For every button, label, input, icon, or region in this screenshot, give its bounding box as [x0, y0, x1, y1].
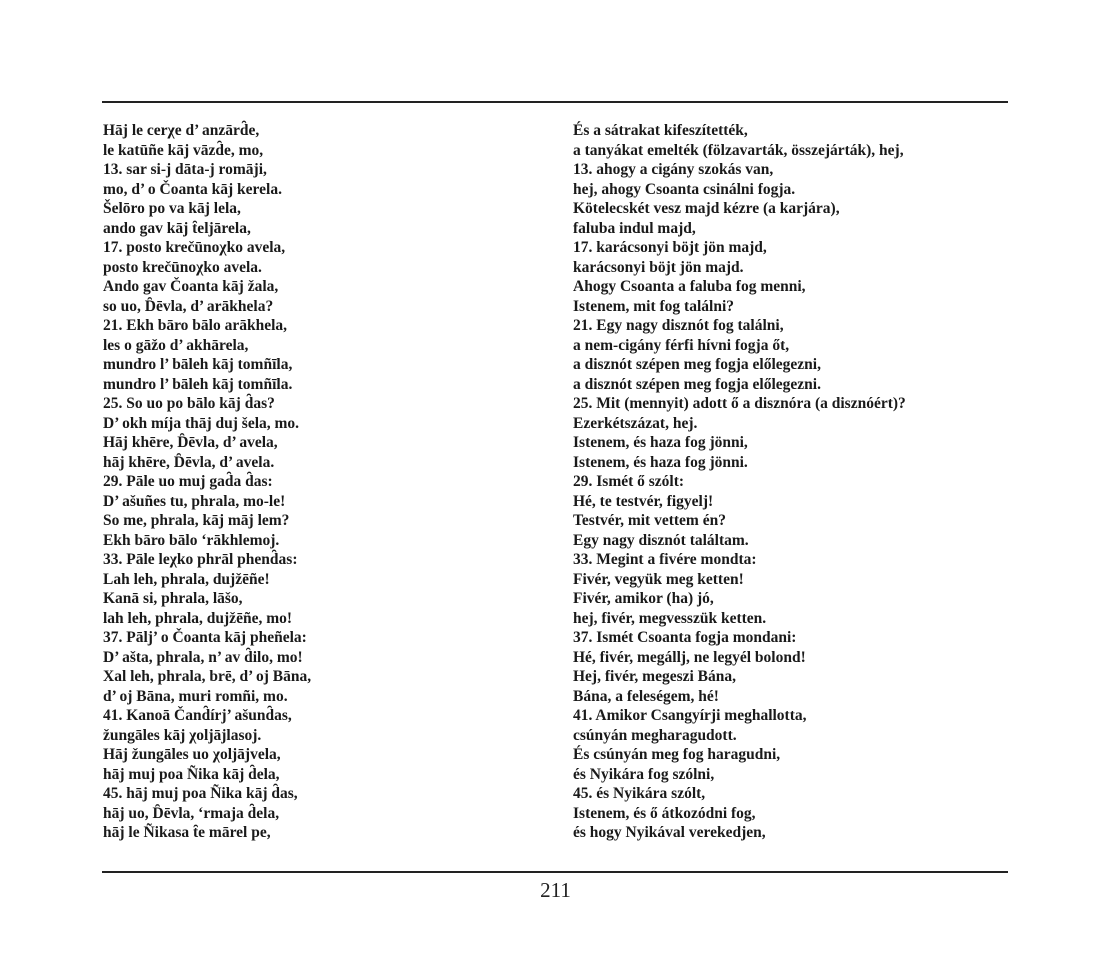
romani-verse-line: le katūñe kāj vāzd̑e, mo, — [103, 141, 264, 159]
romani-verse-line: posto krečūnoχko avela. — [103, 258, 262, 276]
romani-verse-line: ando gav kāj t̑eljārela, — [103, 219, 251, 237]
romani-verse-line: 29. Pāle uo muj gad̑a d̑as: — [103, 473, 273, 490]
hungarian-verse-line: Istenem, mit fog találni? — [573, 297, 735, 315]
hungarian-verse-line: Istenem, és haza fog jönni. — [573, 453, 748, 471]
romani-verse-line: So me, phrala, kāj māj lem? — [103, 512, 290, 529]
hungarian-verse-line: Fivér, amikor (ha) jó, — [573, 590, 714, 607]
hungarian-verse-line: Ahogy Csoanta a faluba fog menni, — [573, 278, 806, 295]
romani-verse-line: 25. So uo po bālo kāj d̑as? — [103, 395, 275, 412]
romani-verse-line: hāj uo, D̑ēvla, ‘rmaja d̑ela, — [103, 804, 280, 822]
hungarian-verse-line: 33. Megint a fivére mondta: — [573, 551, 757, 568]
romani-verse-line: 17. posto krečūnoχko avela, — [103, 239, 286, 256]
romani-verse-line: Ekh bāro bālo ‘rākhlemoj. — [103, 531, 280, 549]
hungarian-verse-line: 21. Egy nagy disznót fog találni, — [573, 317, 784, 334]
romani-verse-line: Xal leh, phrala, brē, d’ oj Bāna, — [103, 668, 312, 685]
hungarian-verse-line: karácsonyi böjt jön majd. — [573, 258, 744, 276]
hungarian-verse-line: 41. Amikor Csangyírji meghallotta, — [573, 707, 807, 724]
hungarian-verse-line: Egy nagy disznót találtam. — [573, 531, 749, 549]
romani-verse-line: 13. sar si-j dāta-j romāji, — [103, 161, 267, 178]
hungarian-verse-line: Testvér, mit vettem én? — [573, 512, 726, 529]
hungarian-verse-line: És a sátrakat kifeszítették, — [573, 122, 748, 139]
page-number: 211 — [540, 878, 571, 902]
hungarian-verse-line: Fivér, vegyük meg ketten! — [573, 570, 744, 588]
hungarian-verse-line: Hej, fivér, megeszi Bána, — [573, 668, 736, 685]
hungarian-verse-line: 13. ahogy a cigány szokás van, — [573, 161, 774, 178]
hungarian-verse-line: csúnyán megharagudott. — [573, 726, 737, 744]
hungarian-verse-line: és hogy Nyikával verekedjen, — [573, 824, 766, 841]
romani-verse-line: 37. Pālj’ o Čoanta kāj pheñela: — [103, 629, 307, 646]
romani-verse-line: Hāj le cerχe d’ anzārd̑e, — [103, 122, 260, 139]
bottom-rule — [102, 871, 1008, 873]
romani-verse-line: žungāles kāj χoljājlasoj. — [103, 726, 262, 744]
romani-verse-line: hāj khēre, D̑ēvla, d’ avela. — [103, 453, 275, 471]
romani-verse-line: 33. Pāle leχko phrāl phend̑as: — [103, 551, 298, 568]
hungarian-verse-line: Istenem, és haza fog jönni, — [573, 434, 748, 451]
romani-verse-line: lah leh, phrala, dujžēñe, mo! — [103, 609, 293, 627]
romani-verse-line: Kanā si, phrala, lāšo, — [103, 590, 243, 607]
romani-verse-line: mundro l’ bāleh kāj tomñīla, — [103, 356, 293, 373]
romani-verse-line: D’ ašuñes tu, phrala, mo-le! — [103, 492, 286, 510]
romani-verse-line: mundro l’ bāleh kāj tomñīla. — [103, 375, 293, 393]
romani-verse-line: hāj le Ñikasa t̑e mārel pe, — [103, 824, 271, 841]
hungarian-verse-line: 37. Ismét Csoanta fogja mondani: — [573, 629, 797, 646]
romani-verse-line: Hāj khēre, D̑ēvla, d’ avela, — [103, 434, 278, 451]
romani-verse-line: 41. Kanoā Čand̑írj’ ašund̑as, — [103, 707, 292, 724]
hungarian-verse-line: a nem-cigány férfi hívni fogja őt, — [573, 336, 790, 354]
top-rule — [102, 101, 1008, 103]
hungarian-verse-line: faluba indul majd, — [573, 219, 696, 237]
hungarian-verse-line: 29. Ismét ő szólt: — [573, 473, 685, 490]
hungarian-verse-line: Hé, fivér, megállj, ne legyél bolond! — [573, 648, 806, 666]
hungarian-verse-line: Ezerkétszázat, hej. — [573, 414, 698, 432]
romani-verse-line: les o gāžo d’ akhārela, — [103, 336, 249, 354]
romani-verse-line: so uo, D̑ēvla, d’ arākhela? — [103, 297, 274, 315]
romani-verse-line: D’ ašta, phrala, n’ av d̑ilo, mo! — [103, 648, 303, 666]
romani-verse-line: hāj muj poa Ñika kāj d̑ela, — [103, 765, 280, 783]
hungarian-verse-line: hej, fivér, megvesszük ketten. — [573, 609, 767, 627]
hungarian-verse-line: a tanyákat emelték (fölzavarták, összejárták), hej, — [573, 141, 904, 159]
hungarian-verse-line: 25. Mit (mennyit) adott ő a disznóra (a disznóért)? — [573, 395, 906, 412]
hungarian-verse-line: Bána, a feleségem, hé! — [573, 687, 719, 705]
romani-verse-line: Hāj žungāles uo χoljājvela, — [103, 746, 281, 763]
hungarian-verse-line: És csúnyán meg fog haragudni, — [573, 746, 781, 763]
romani-text-column — [103, 121, 543, 843]
hungarian-verse-line: Hé, te testvér, figyelj! — [573, 492, 714, 510]
romani-verse-line: 45. hāj muj poa Ñika kāj d̑as, — [103, 785, 298, 802]
romani-verse-line: Lah leh, phrala, dujžēñe! — [103, 570, 270, 588]
hungarian-verse-line: 45. és Nyikára szólt, — [573, 785, 706, 802]
hungarian-verse-line: hej, ahogy Csoanta csinálni fogja. — [573, 180, 796, 198]
romani-verse-line: Šelōro po va kāj lela, — [103, 200, 241, 217]
romani-verse-line: mo, d’ o Čoanta kāj kerela. — [103, 180, 282, 198]
hungarian-verse-line: Istenem, és ő átkozódni fog, — [573, 804, 756, 822]
hungarian-verse-line: 17. karácsonyi böjt jön majd, — [573, 239, 767, 256]
romani-verse-line: 21. Ekh bāro bālo arākhela, — [103, 317, 288, 334]
romani-verse-line: d’ oj Bāna, muri romñi, mo. — [103, 687, 288, 705]
romani-verse-line: Ando gav Čoanta kāj žala, — [103, 278, 279, 295]
hungarian-verse-line: és Nyikára fog szólni, — [573, 765, 715, 783]
hungarian-translation-column — [573, 121, 1008, 843]
hungarian-verse-line: a disznót szépen meg fogja előlegezni, — [573, 356, 821, 373]
romani-verse-line: D’ okh míja thāj duj šela, mo. — [103, 414, 300, 432]
hungarian-verse-line: a disznót szépen meg fogja előlegezni. — [573, 375, 821, 393]
hungarian-verse-line: Kötelecskét vesz majd kézre (a karjára), — [573, 200, 840, 217]
